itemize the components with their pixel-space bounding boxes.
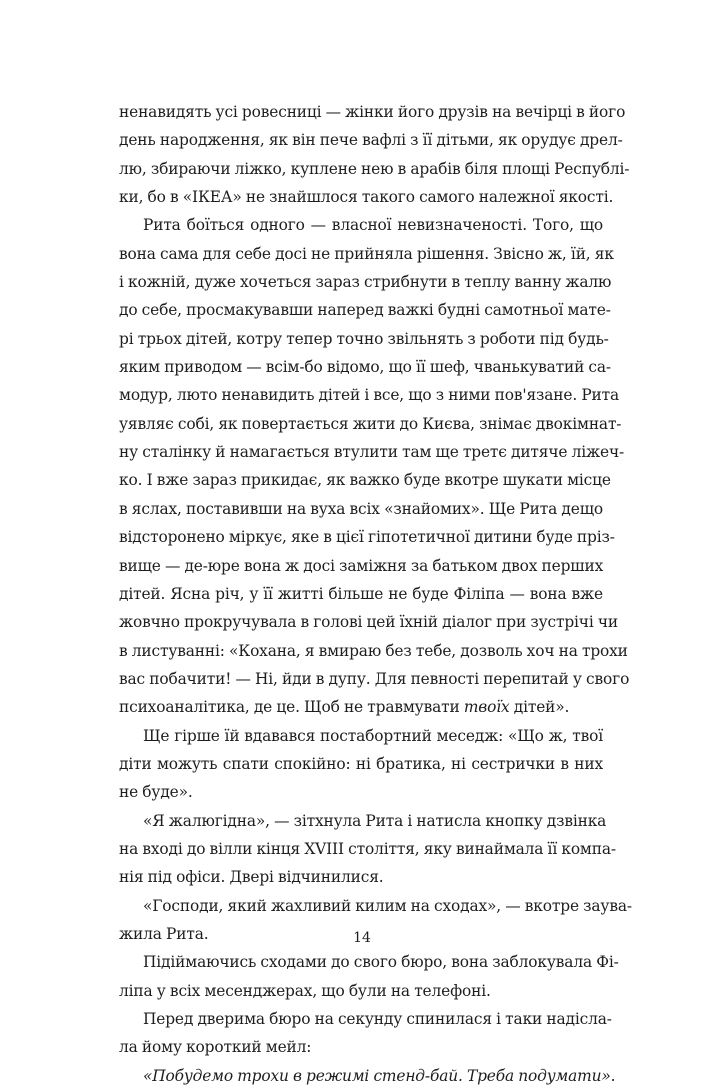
text-segment: Підіймаючись сходами до свого бюро, вона заблокувала Фі- [143, 953, 619, 972]
text-line [119, 863, 603, 891]
text-segment: психоаналітика, де це. Щоб не травмувати [119, 698, 464, 717]
text-line [119, 693, 603, 721]
text-line [119, 240, 614, 268]
text-line [119, 892, 632, 920]
text-segment: вас побачити! — Ні, йди в дупу. Для певності перепитай у свого [119, 669, 630, 688]
text-line [119, 1033, 603, 1061]
text-line [119, 523, 615, 551]
text-line [119, 750, 603, 778]
text-segment: в яслах, поставивши на вуха всіх «знайомих». Ще Рита дещо [119, 499, 603, 518]
italic-text-segment: «Побудемо трохи в режимі стенд-бай. Треба подумати». [143, 1066, 616, 1085]
text-line [119, 637, 628, 665]
text-line [119, 155, 630, 183]
text-line [119, 495, 603, 523]
text-line [119, 183, 614, 211]
text-line [119, 608, 618, 636]
text-segment: дітей. Ясна річ, у її житті більше не буде Філіпа — вона вже [119, 584, 603, 603]
text-segment: ну сталінку й намагається втулити там ще третє дитяче ліжеч- [119, 443, 625, 462]
text-line [119, 807, 607, 835]
text-segment: Рита боїться одного — власної невизначеності. Того, що [143, 216, 603, 235]
text-segment: вона сама для себе досі не прийняла рішення. Звісно ж, їй, як [119, 244, 614, 263]
text-segment: ла йому короткий мейл: [119, 1038, 312, 1057]
text-segment: модур, люто ненавидить дітей і все, що з ними пов'язане. Рита [119, 386, 620, 405]
text-segment: жила Рита. [119, 924, 209, 943]
text-line [119, 722, 603, 750]
text-segment: «Я жалюгідна», — зітхнула Рита і натисла кнопку дзвінка [143, 811, 607, 830]
text-segment: відсторонено міркує, яке в цієї гіпотетичної дитини буде пріз- [119, 528, 615, 547]
text-line [119, 552, 603, 580]
text-segment: уявляє собі, як повертається жити до Києва, знімає двокімнат- [119, 414, 622, 433]
text-line [119, 211, 603, 239]
text-segment: «Господи, який жахливий килим на сходах», — вкотре заува- [143, 896, 632, 915]
text-segment: вище — де-юре вона ж досі заміжня за батьком двох перших [119, 556, 604, 575]
text-line [119, 268, 612, 296]
text-segment: Перед дверима бюро на секунду спинилася і таки надісла- [143, 1010, 612, 1028]
text-line [119, 1062, 616, 1090]
text-line [119, 353, 611, 381]
text-line [119, 466, 611, 494]
text-segment: нія під офіси. Двері відчинилися. [119, 868, 384, 887]
text-line [119, 977, 603, 1005]
text-segment: ки, бо в «ІКЕА» не знайшлося такого самого належної якості. [119, 188, 614, 207]
text-segment: на вході до вілли кінця XVIII століття, яку винаймала її компа- [119, 839, 616, 858]
text-segment: рі трьох дітей, котру тепер точно звільнять з роботи під будь- [119, 329, 609, 348]
text-segment: Ще гірше їй вдавався постабортний меседж: «Що ж, твої [143, 726, 603, 745]
text-line [119, 296, 611, 324]
text-line [119, 1005, 612, 1033]
text-segment: ліпа у всіх месенджерах, що були на телефоні. [119, 981, 491, 1000]
text-line [119, 325, 609, 353]
text-segment: ко. І вже зараз прикидає, як важко буде вкотре шукати місце [119, 471, 611, 490]
text-line [119, 98, 626, 126]
text-line [119, 410, 622, 438]
text-line [119, 438, 625, 466]
page-number: 14 [353, 930, 371, 946]
text-segment: ненавидять усі ровесниці — жінки його друзів на вечірці в його [119, 103, 626, 121]
text-segment: до себе, просмакувавши наперед важкі будні самотньої мате- [119, 301, 611, 320]
text-segment: день народження, як він пече вафлі з її дітьми, як орудує дрел- [119, 131, 623, 150]
text-line [119, 126, 623, 154]
text-segment: жовчно прокручувала в голові цей їхній діалог при зустрічі чи [119, 613, 618, 632]
text-line [119, 665, 630, 693]
text-segment: яким приводом — всім-бо відомо, що її шеф, чванькуватий са- [119, 358, 611, 377]
text-line [119, 580, 603, 608]
text-segment: і кожній, дуже хочеться зараз стрибнути в теплу ванну жалю [119, 273, 612, 292]
text-segment: лю, збираючи ліжко, куплене нею в арабів біля площі Республі- [119, 159, 630, 178]
text-segment: не буде». [119, 783, 193, 802]
text-line [119, 778, 603, 806]
text-line [119, 381, 620, 409]
italic-text-segment: твоїх [463, 698, 510, 717]
text-segment: діти можуть спати спокійно: ні братика, ні сестрички в них [119, 754, 603, 773]
text-segment: в листуванні: «Кохана, я вмираю без тебе, дозволь хоч на трохи [119, 641, 628, 660]
text-line [119, 835, 616, 863]
text-line [119, 948, 619, 976]
text-segment: дітей». [509, 698, 570, 717]
